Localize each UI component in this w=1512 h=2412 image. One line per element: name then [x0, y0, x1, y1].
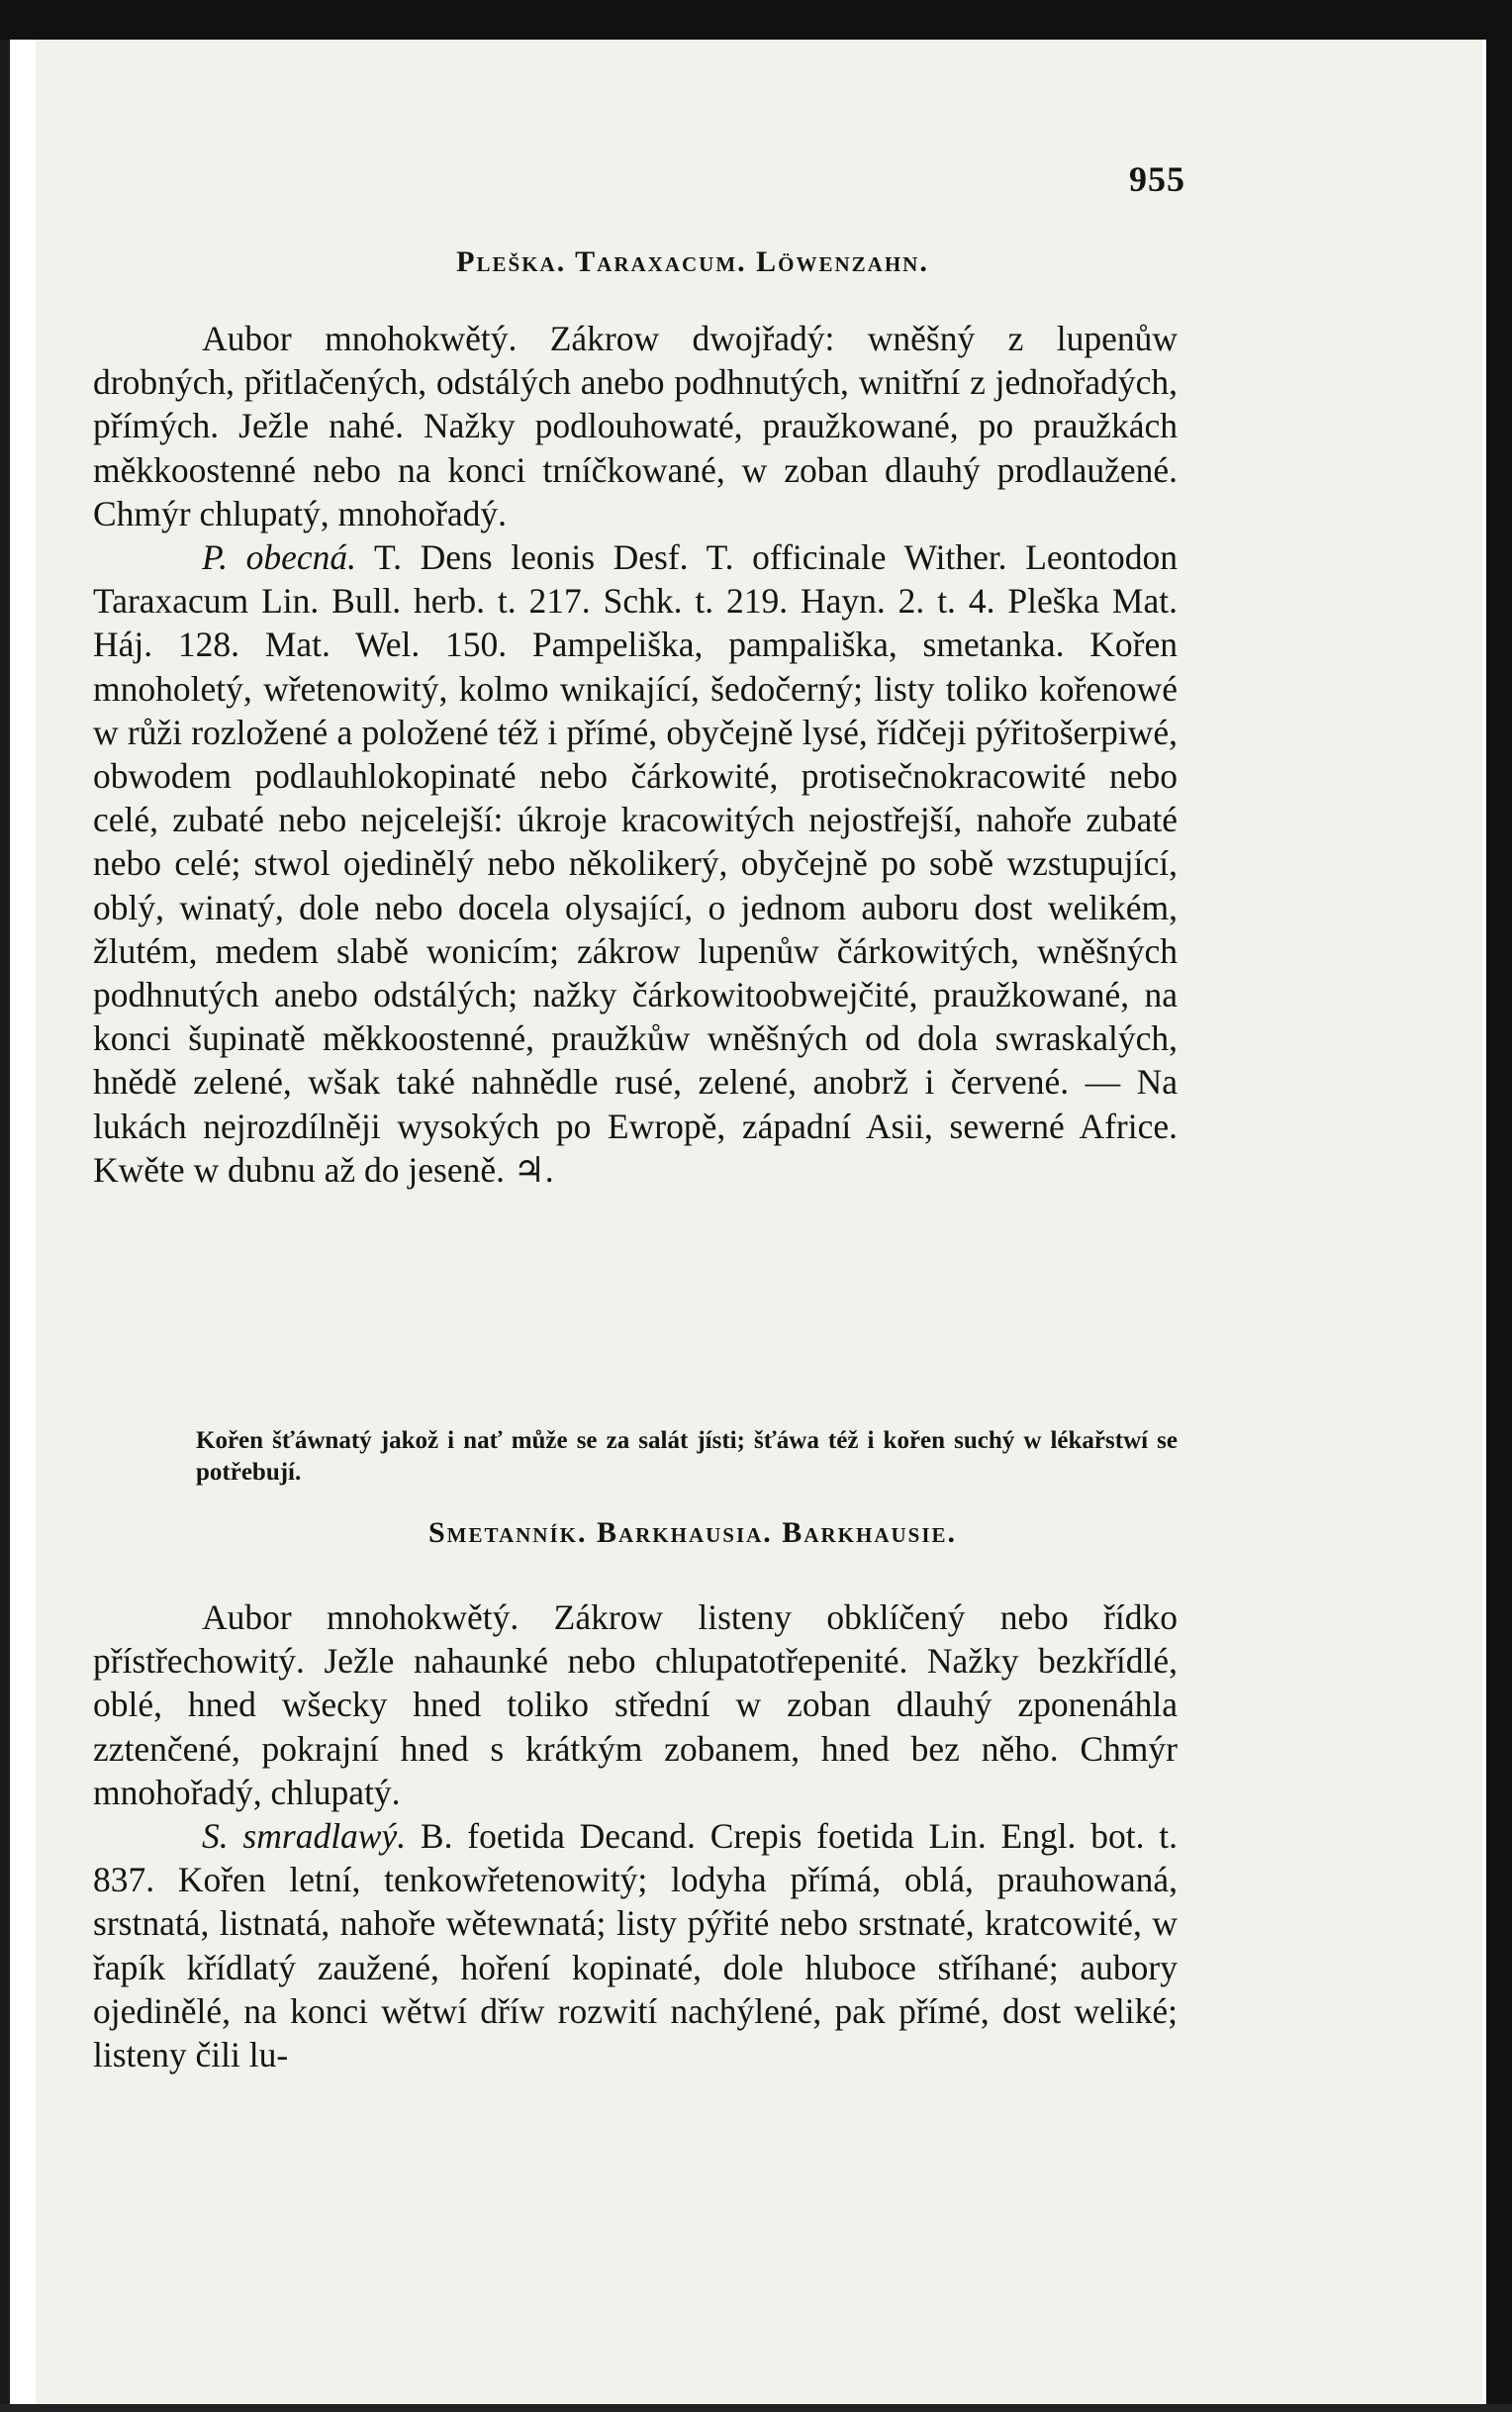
section-heading-smetannik: Smetanník. Barkhausia. Barkhausie. — [427, 1516, 958, 1549]
page-number: 955 — [1129, 159, 1185, 199]
scan-border-left — [0, 0, 10, 2412]
scan-border-right — [1486, 0, 1512, 2412]
species-text: B. foetida Decand. Crepis foetida Lin. Engl. bot. t. 837. Kořen letní, tenkowřetenowitý; lodyha přímá, oblá, prauhowaná, srstnatá, listnatá, nahoře wětewnatá; listy pýřité nebo srstnaté, kratcowité, w řapík křídlatý zaužené, hoření kopinaté, dole hluboce stříhané; aubory ojedinělé, na konci wětwí dříw rozwití nachýlené, pak přímé, dost weliké; listeny čili lu- — [93, 1816, 1178, 2075]
scan-border-bottom — [0, 2404, 1512, 2412]
section-heading-pleska: Pleška. Taraxacum. Löwenzahn. — [456, 245, 929, 278]
usage-note-text: Kořen šťáwnatý jakož i nať může se za salát jísti; šťáwa též i kořen suchý w lékařstwí se potřebují. — [196, 1427, 1178, 1486]
species-name: P. obecná. — [202, 537, 357, 578]
genus-description: Aubor mnohokwětý. Zákrow dwojřadý: wněšný z lupenůw drobných, přitlačených, odstálých anebo podhnutých, wnitřní z jednořadých, přímých. Ježle nahé. Nažky podlouhowaté, praužkowané, po praužkách měkkoostenné nebo na konci trníčkowané, w zoban dlauhý prodlaužené. Chmýr chlupatý, mnohořadý. — [93, 319, 1178, 533]
species-text: T. Dens leonis Desf. T. officinale Wither. Leontodon Taraxacum Lin. Bull. herb. t. 217. Schk. t. 219. Hayn. 2. t. 4. Pleška Mat. Háj. 128. Mat. Wel. 150. Pampeliška, pampališka, smetanka. Kořen mnoholetý, wřetenowitý, kolmo wnikající, šedočerný; listy toliko kořenowé w růži rozložené a položené též i přímé, obyčejně lysé, řídčeji pýřitošerpiwé, obwodem podlauhlokopinaté nebo čárkowité, protisečnokracowité nebo celé, zubaté nebo nejcelejší: úkroje kracowitých nejostřejší, nahoře zubaté nebo celé; stwol ojedinělý nebo několikerý, obyčejně po sobě wzstupující, oblý, winatý, dole nebo docela olysající, o jednom auboru dost welikém, žlutém, medem slabě wonicím; zákrow lupenůw čárkowitých, wněšných podhnutých anebo odstálých; nažky čárkowitoobwejčité, praužkowané, na konci šupinatě měkkoostenné, praužkůw wněšných od dola swraskalých, hnědě zelené, wšak také nahnědle rusé, zelené, anobrž i červené. — Na lukách nejrozdílněji wysokých po Ewropě, západní Asii, sewerné Africe. Kwěte w dubnu až do jeseně. ♃. — [93, 537, 1179, 1190]
section-body-pleska — [93, 317, 1178, 1192]
section-body-smetannik — [93, 1595, 1178, 2076]
species-name: S. smradlawý. — [202, 1816, 407, 1857]
genus-description: Aubor mnohokwětý. Zákrow listeny obklíčený nebo řídko přístřechowitý. Ježle nahaunké nebo chlupatotřepenité. Nažky bezkřídlé, oblé, hned wšecky hned toliko střední w zoban dlauhý zponenáhla zztenčené, pokrajní hned s krátkým zobanem, hned bez něho. Chmýr mnohořadý, chlupatý. — [93, 1597, 1178, 1812]
scan-border-top — [0, 0, 1512, 40]
usage-note — [93, 1425, 1178, 1489]
species-entry — [93, 535, 1178, 1192]
species-entry — [93, 1814, 1178, 2076]
